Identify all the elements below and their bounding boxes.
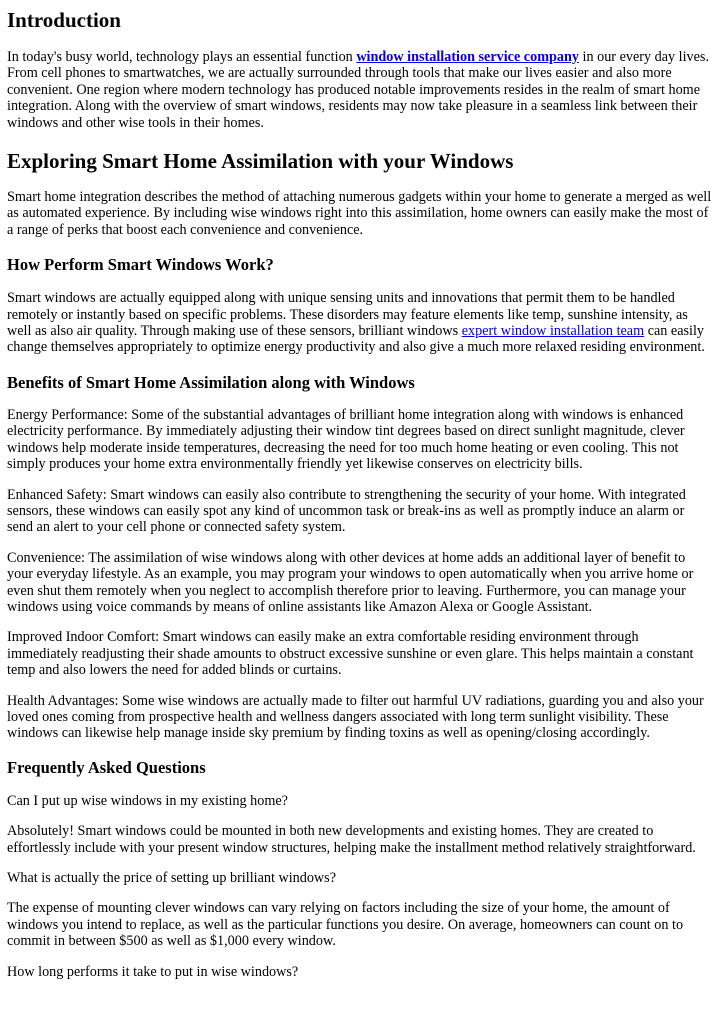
benefit-convenience: Convenience: The assimilation of wise windows along with other devices at home adds an additional layer of benefit to your everyday lifestyle. As an example, you may program your windows to open automatically when you arrive home or even shut them remotely when you neglect to accomplish therefore prior to leaving. Furthermore, you can manage your windows using voice commands by means of online assistants like Amazon Alexa or Google Assistant. [7, 549, 694, 615]
how-work-text-b: can easily change themselves appropriately to optimize energy productivity and also give a much more relaxed residing environment. [7, 323, 705, 356]
intro-paragraph [7, 49, 713, 131]
faq-answer-1: Absolutely! Smart windows could be mounted in both new developments and existing homes. They are created to effortlessly include with your present window structures, helping make the installment method relatively straightforward. [7, 823, 696, 856]
faq-answer-2: The expense of mounting clever windows can vary relying on factors including the size of your home, the amount of windows you intend to replace, as well as the particular functions you desire. On average, homeowners can count on to commit in between $500 as well as $1,000 every window. [7, 900, 684, 950]
benefit-comfort: Improved Indoor Comfort: Smart windows can easily make an extra comfortable residing environment through immediately readjusting their shade amounts to obstruct excessive sunshine or even glare. This helps maintain a constant temp and also lowers the need for added blinds or curtains. [7, 629, 694, 679]
how-work-heading: How Perform Smart Windows Work? [7, 255, 274, 275]
article [0, 8, 720, 980]
intro-text-a: In today's busy world, technology plays an essential function [7, 49, 357, 65]
faq-question-2: What is actually the price of setting up brilliant windows? [7, 870, 336, 886]
benefit-safety: Enhanced Safety: Smart windows can easily also contribute to strengthening the security of your home. With integrated sensors, these windows can easily spot any kind of uncommon task or break-ins as well as promptly induce an alarm or send an alert to your cell phone or connected safety system. [7, 486, 686, 536]
exploring-paragraph: Smart home integration describes the method of attaching numerous gadgets within your home to generate a merged as well as automated experience. By including wise windows right into this assimilation, home owners can easily make the most of a range of perks that boost each convenience and convenience. [7, 189, 712, 238]
expert-window-installation-link[interactable]: expert window installation team [461, 323, 645, 340]
benefits-heading: Benefits of Smart Home Assimilation along with Windows [7, 372, 415, 392]
intro-text-b: in our every day lives. From cell phones to smartwatches, we are actually surrounded through tools that make our lives easier and also more convenient. One region where modern technology has produced notable improvements resides in the realm of smart home integration. Along with the overview of smart windows, residents may now take pleasure in a seamless link between their windows and other wise tools in their homes. [7, 49, 709, 131]
faq-heading: Frequently Asked Questions [7, 757, 206, 777]
exploring-heading: Exploring Smart Home Assimilation with your Windows [7, 149, 514, 174]
benefit-health: Health Advantages: Some wise windows are actually made to filter out harmful UV radiations, guarding you and also your loved ones coming from prospective health and wellness dangers associated with long term sunlight visibility. These windows can likewise help manage inside sky premium by finding toxins as well as opening/closing accordingly. [7, 692, 704, 742]
intro-heading: Introduction [7, 8, 121, 32]
window-installation-service-link[interactable]: window installation service company [356, 49, 579, 65]
faq-question-3: How long performs it take to put in wise windows? [7, 963, 299, 980]
how-work-paragraph [7, 290, 713, 356]
how-work-text-a: Smart windows are actually equipped along with unique sensing units and innovations that permit them to be handled remotely or instantly based on specific problems. These disorders may feature elements like temp, sunshine intensity, as well as also air quality. Through making use of these sensors, brilliant windows [7, 290, 688, 340]
faq-question-1: Can I put up wise windows in my existing home? [7, 792, 288, 809]
benefit-energy: Energy Performance: Some of the substantial advantages of brilliant home integration along with windows is enhanced electricity performance. By immediately adjusting their window tint degrees based on direct sunlight magnitude, clever windows help moderate inside temperatures, decreasing the need for too much home heating or even cooling. This not simply produces your home extra environmentally friendly yet likewise conserves on electricity bills. [7, 406, 685, 473]
